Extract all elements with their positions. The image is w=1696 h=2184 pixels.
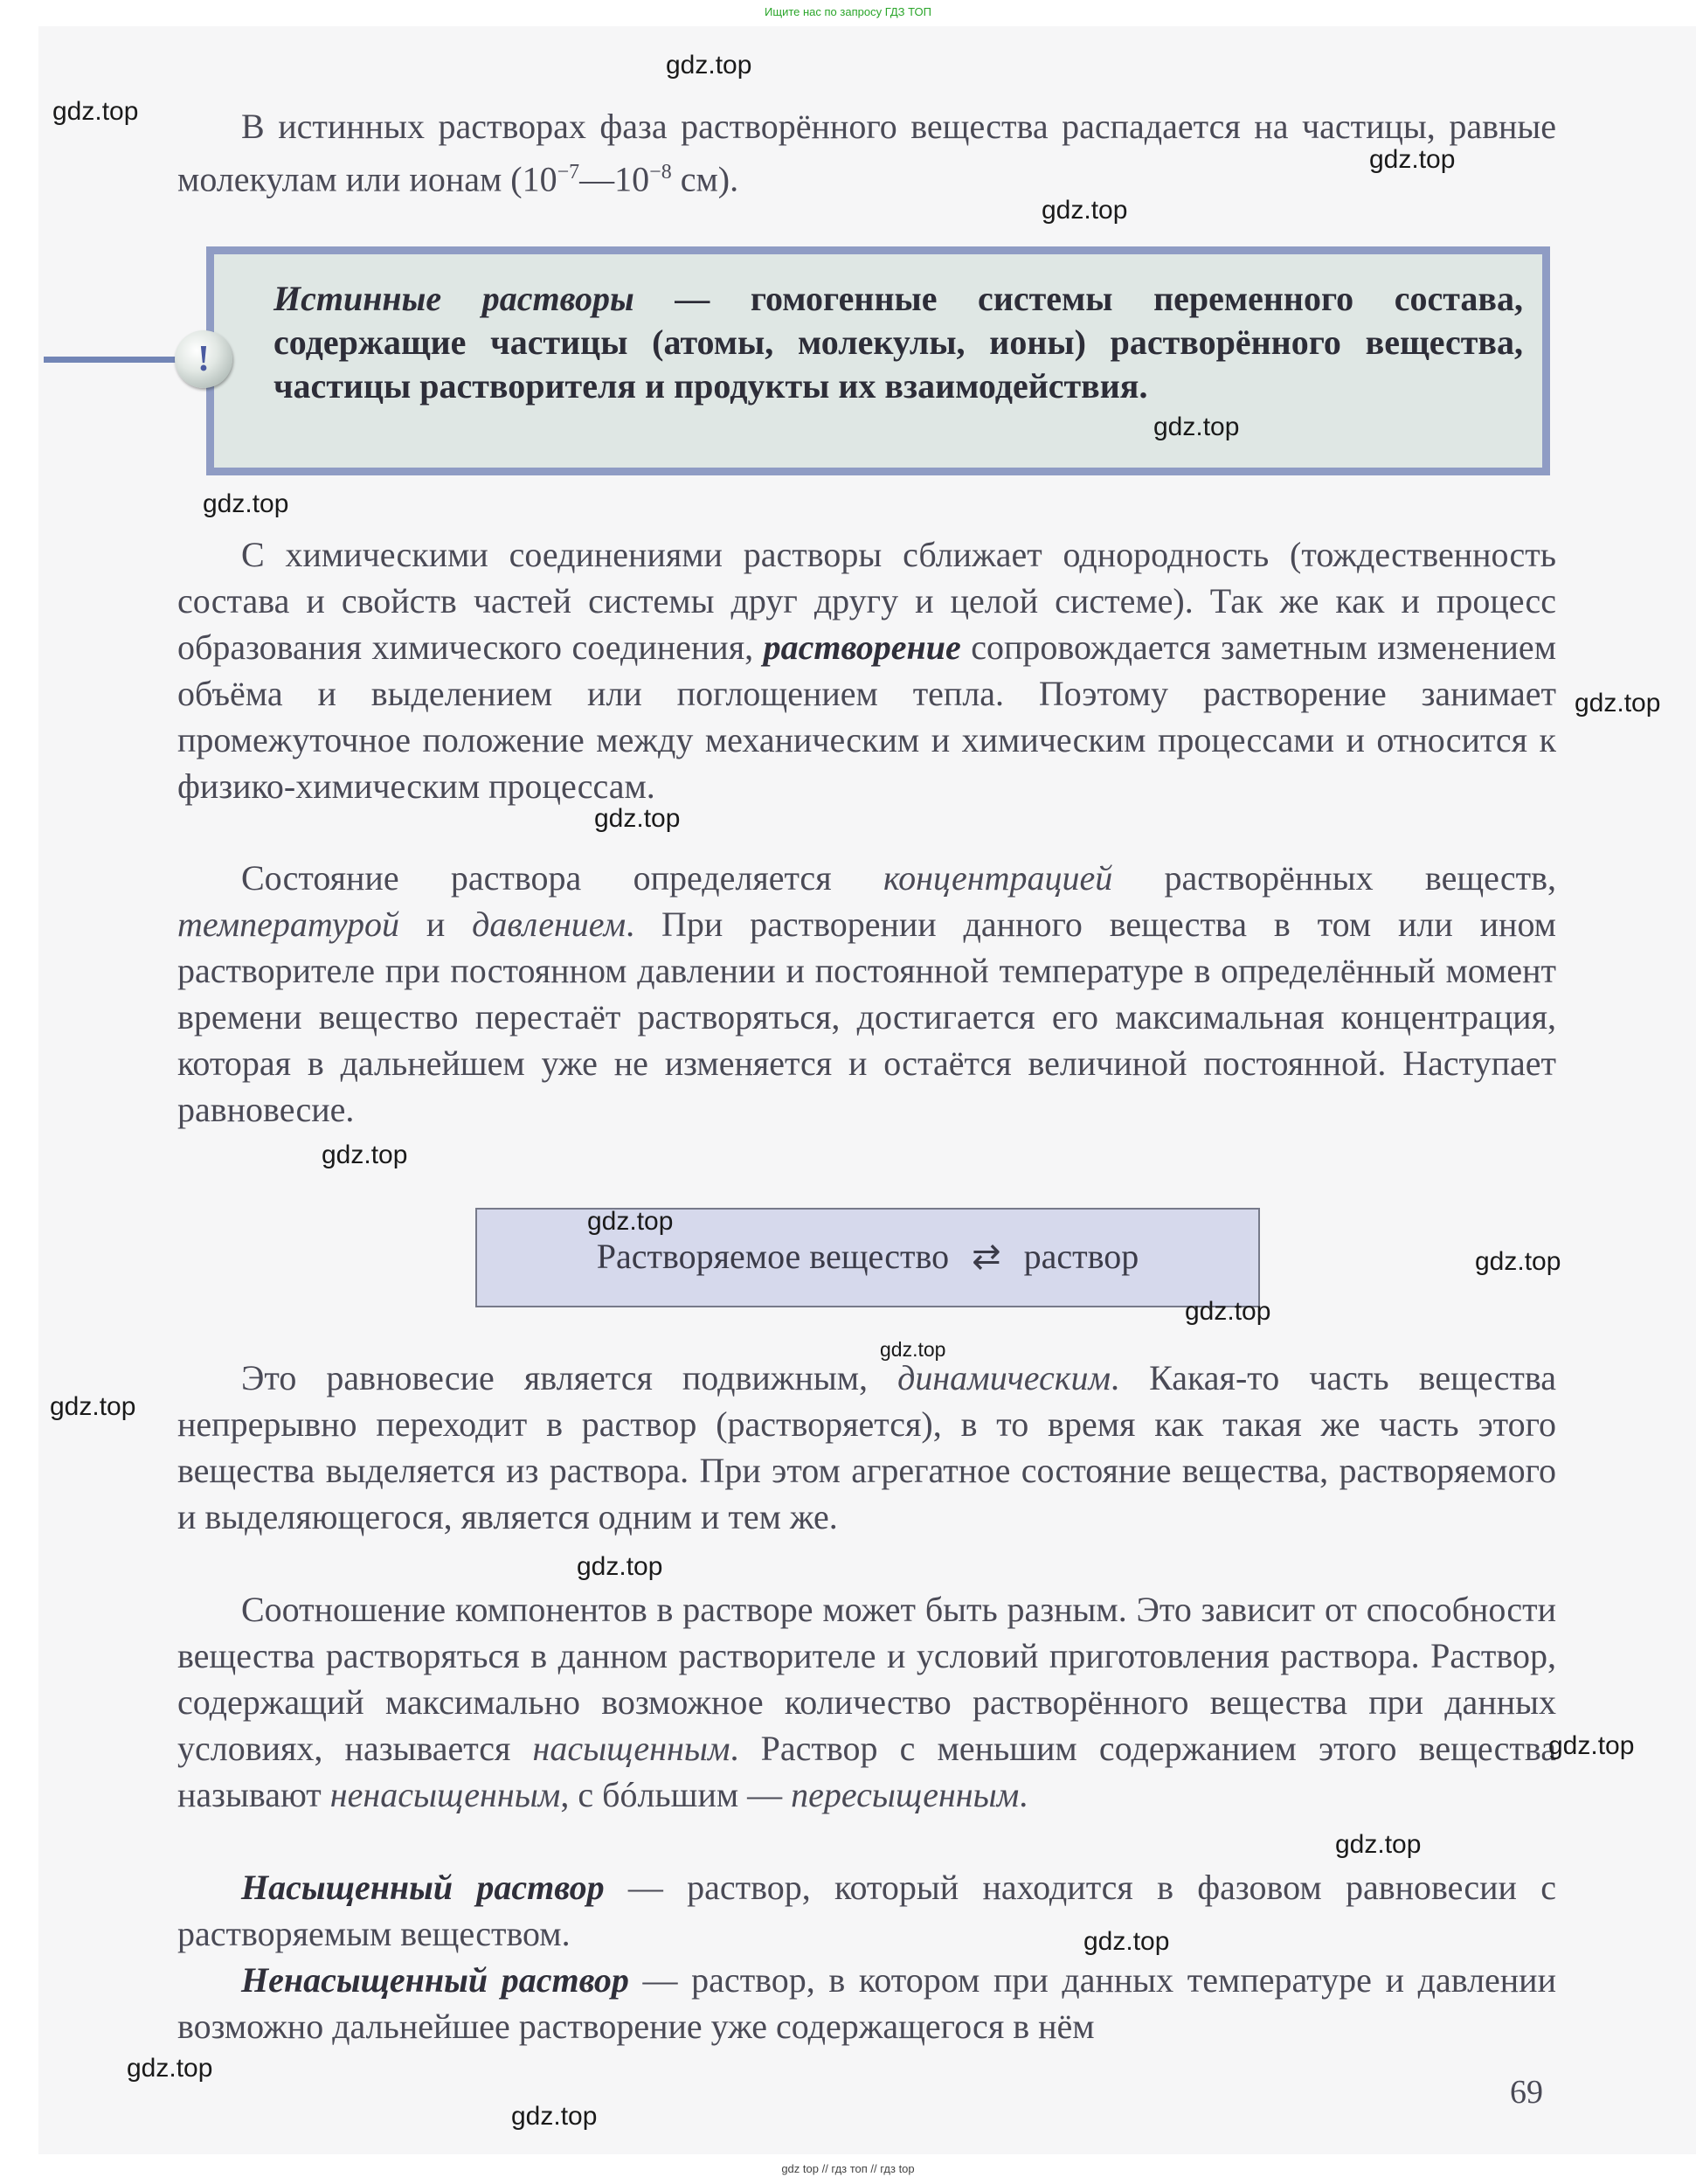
paragraph-dynamic-equilibrium: Это равновесие является подвижным, динамическим. Какая-то часть вещества непрерывно переходит в раствор (растворяется), в то время как такая же часть этого вещества выделяется из раствора. При этом агрегатное состояние вещества, растворяемого и выделяющегося, является одним и тем же. — [177, 1358, 1556, 1536]
watermark: gdz.top — [1475, 1247, 1561, 1276]
watermark: gdz.top — [1083, 1927, 1170, 1956]
exclamation-icon: ! — [175, 330, 232, 388]
watermark: gdz.top — [666, 51, 752, 80]
watermark: gdz.top — [52, 97, 139, 126]
footer-note: gdz top // гдз топ // гдз top — [781, 2162, 915, 2175]
watermark: gdz.top — [1153, 413, 1240, 441]
watermark: gdz.top — [50, 1392, 136, 1421]
equilibrium-right: раствор — [1023, 1237, 1139, 1276]
equilibrium-arrow-icon: ⇄ — [972, 1237, 1001, 1276]
paragraph-saturated-definition: Насыщенный раствор — раствор, который находится в фазовом равновесии с растворяемым веществом. — [177, 1868, 1556, 1953]
watermark: gdz.top — [1548, 1731, 1635, 1760]
watermark: gdz.top — [1042, 196, 1128, 225]
definition-marker-line — [44, 357, 190, 363]
watermark: gdz.top — [1185, 1297, 1271, 1326]
definition-term: Истинные растворы — [273, 279, 634, 318]
watermark: gdz.top — [511, 2102, 598, 2131]
watermark: gdz.top — [1369, 145, 1456, 174]
watermark: gdz.top — [594, 804, 681, 833]
watermark: gdz.top — [127, 2054, 213, 2083]
watermark: gdz.top — [1335, 1830, 1422, 1859]
watermark: gdz.top — [322, 1141, 408, 1169]
watermark: gdz.top — [880, 1338, 946, 1361]
page-number: 69 — [1510, 2074, 1543, 2111]
paragraph-component-ratio: Соотношение компонентов в растворе может быть разным. Это зависит от способности вещества растворяться в данном растворителе и условий приготовления раствора. Раствор, содержащий максимально возможное количество растворённого вещества при данных условиях, называется насыщенным. Раствор с меньшим содержанием этого вещества называют ненасыщенным, с бóльшим — пересыщенным. — [177, 1590, 1556, 1814]
watermark: gdz.top — [203, 489, 289, 518]
paragraph-dissolution: С химическими соединениями растворы сближает однородность (тождественность состава и свойств частей системы друг другу и целой системе). Так же как и процесс образования химического соединения, растворение сопровождается заметным изменением объёма и выделением или поглощением тепла. Поэтому растворение занимает промежуточное положение между механическим и химическим процессами и относится к физико-химическим процессам. — [177, 535, 1556, 806]
equilibrium-left: Растворяемое вещество — [596, 1237, 950, 1276]
definition-text: Истинные растворы — гомогенные системы переменного состава, содержащие частицы (атомы, молекулы, ионы) растворённого вещества, частицы растворителя и продукты их взаимодействия. — [273, 279, 1523, 406]
paragraph-true-solutions: В истинных растворах фаза растворённого вещества распадается на частицы, равные молекулам или ионам ($10^{-7}—10^{-8}$ см). — [177, 107, 1556, 199]
watermark: gdz.top — [1575, 689, 1661, 718]
header-note: Ищите нас по запросу ГДЗ ТОП — [765, 5, 931, 18]
watermark: gdz.top — [577, 1552, 663, 1581]
watermark: gdz.top — [587, 1207, 674, 1236]
definition-box — [206, 246, 1550, 475]
paragraph-solution-state: Состояние раствора определяется концентрацией растворённых веществ, температурой и давлением. При растворении данного вещества в том или ином растворителе при постоянном давлении и постоянной температуре в определённый момент времени вещество перестаёт растворяться, достигается его максимальная концентрация, которая в дальнейшем уже не изменяется и остаётся величиной постоянной. Наступает равновесие. — [177, 858, 1556, 1129]
paragraph-unsaturated-definition: Ненасыщенный раствор — раствор, в котором при данных температуре и давлении возможно дальнейшее растворение уже содержащегося в нём — [177, 1960, 1556, 2046]
